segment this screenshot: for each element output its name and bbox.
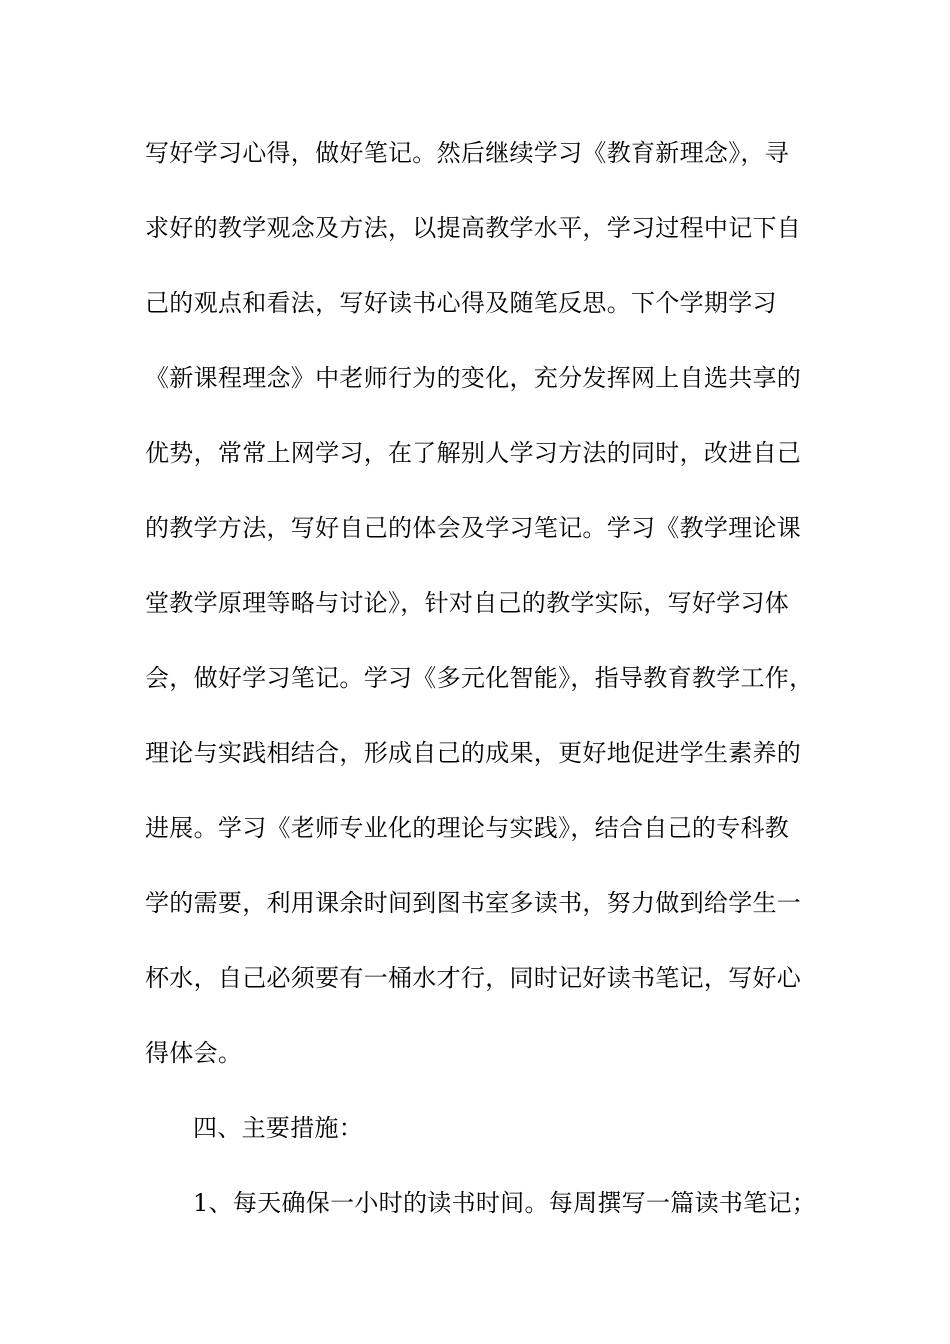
paragraph-line: 的教学方法，写好自己的体会及学习笔记。学习《教学理论课 — [145, 514, 802, 542]
paragraph-line: 理论与实践相结合，形成自己的成果，更好地促进学生素养的 — [145, 739, 802, 767]
paragraph-line: 会，做好学习笔记。学习《多元化智能》，指导教育教学工作， — [145, 664, 814, 692]
paragraph-line: 堂教学原理等略与讨论》，针对自己的教学实际，写好学习体 — [145, 589, 790, 617]
paragraph-line: 写好学习心得，做好笔记。然后继续学习《教育新理念》，寻 — [145, 139, 790, 167]
paragraph-line: 《新课程理念》中老师行为的变化，充分发挥网上自选共享的 — [145, 364, 802, 392]
paragraph-line: 学的需要，利用课余时间到图书室多读书，努力做到给学生一 — [145, 889, 802, 917]
section-heading: 四、主要措施： — [193, 1114, 364, 1142]
paragraph-line: 己的观点和看法，写好读书心得及随笔反思。下个学期学习 — [145, 289, 777, 317]
paragraph-line: 进展。学习《老师专业化的理论与实践》，结合自己的专科教 — [145, 814, 790, 842]
paragraph-line: 杯水，自己必须要有一桶水才行，同时记好读书笔记，写好心 — [145, 964, 802, 992]
body-text — [145, 127, 825, 1252]
paragraph-line: 优势，常常上网学习，在了解别人学习方法的同时，改进自己 — [145, 439, 802, 467]
paragraph-line: 求好的教学观念及方法，以提高教学水平，学习过程中记下自 — [145, 214, 802, 242]
list-item-1: 1、每天确保一小时的读书时间。每周撰写一篇读书笔记； — [193, 1189, 817, 1217]
paragraph-line: 得体会。 — [145, 1039, 243, 1067]
